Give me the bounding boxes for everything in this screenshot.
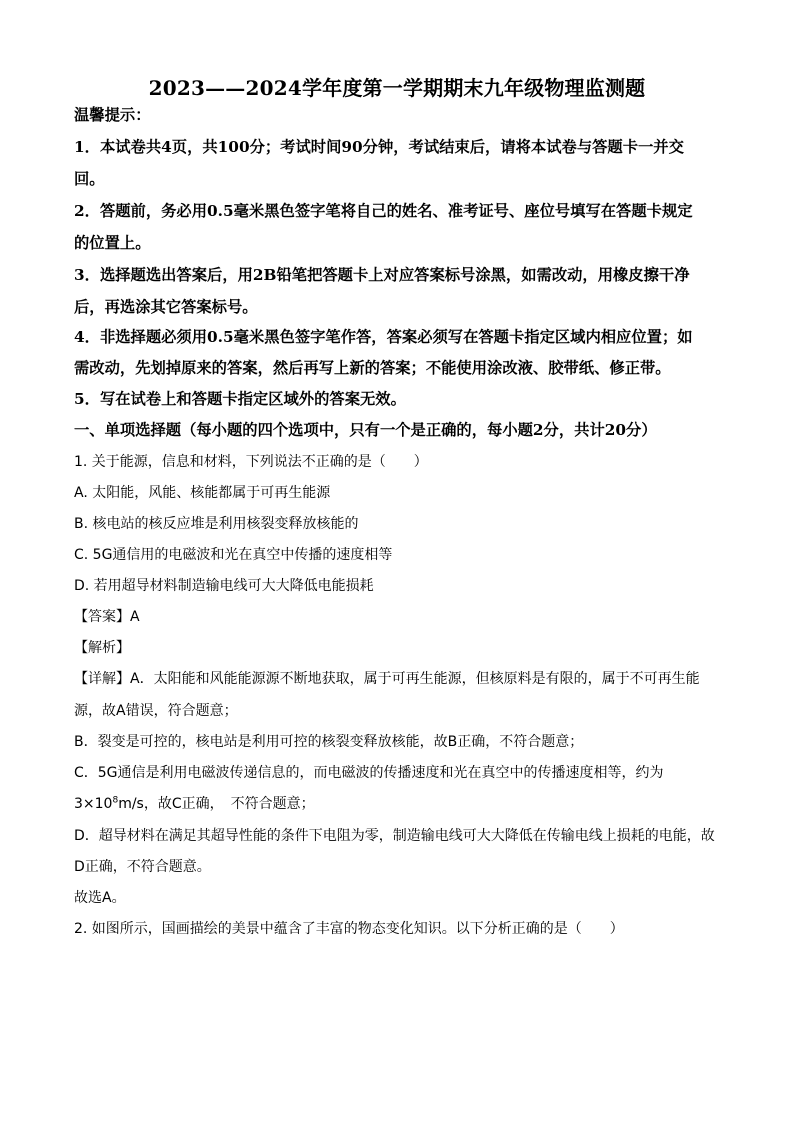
question-1-option-b: B. 核电站的核反应堆是利用核裂变释放核能的 — [74, 516, 359, 532]
question-1-answer: 【答案】A — [74, 609, 140, 625]
question-1-analysis: 【解析】 — [74, 640, 130, 656]
question-1-option-a: A. 太阳能，风能、核能都属于可再生能源 — [74, 485, 331, 501]
tips-heading: 温馨提示： — [74, 106, 151, 124]
question-2-stem: 2. 如图所示，国画描绘的美景中蕴含了丰富的物态变化知识。以下分析正确的是（ ） — [74, 921, 624, 937]
question-1-option-c: C. 5G通信用的电磁波和光在真空中传播的速度相等 — [74, 547, 393, 563]
tip-4-line-1: 4．非选择题必须用0.5毫米黑色签字笔作答，答案必须写在答题卡指定区域内相应位置；如 — [74, 328, 693, 346]
question-1-detail-line-2: 源，故A错误，符合题意； — [74, 703, 238, 719]
speed-of-light-rest: m/s，故C正确， 不符合题意； — [118, 796, 315, 812]
question-1-detail-line-1: 【详解】A．太阳能和风能能源源不断地获取，属于可再生能源，但核原料是有限的，属于不可再生能 — [74, 671, 700, 687]
question-1-conclusion: 故选A。 — [74, 890, 126, 906]
question-1-option-d: D. 若用超导材料制造输电线可大大降低电能损耗 — [74, 578, 374, 594]
tip-3-line-2: 后，再选涂其它答案标号。 — [74, 298, 258, 316]
tip-5: 5．写在试卷上和答题卡指定区域外的答案无效。 — [74, 390, 406, 408]
tip-1-line-2: 回。 — [74, 170, 105, 188]
tip-1-line-1: 1．本试卷共4页，共100分；考试时间90分钟，考试结束后，请将本试卷与答题卡一并交 — [74, 138, 684, 156]
tip-4-line-2: 需改动，先划掉原来的答案，然后再写上新的答案；不能使用涂改液、胶带纸、修正带。 — [74, 359, 671, 377]
tip-2-line-2: 的位置上。 — [74, 234, 151, 252]
section-1-heading: 一、单项选择题（每小题的四个选项中，只有一个是正确的，每小题2分，共计20分） — [74, 421, 657, 439]
tip-2-line-1: 2．答题前，务必用0.5毫米黑色签字笔将自己的姓名、准考证号、座位号填写在答题卡规定 — [74, 202, 693, 220]
speed-of-light-base: 3×10 — [74, 796, 113, 812]
tip-3-line-1: 3．选择题选出答案后，用2B铅笔把答题卡上对应答案标号涂黑，如需改动，用橡皮擦干净 — [74, 266, 690, 284]
question-1-detail-b: B．裂变是可控的，核电站是利用可控的核裂变释放核能，故B正确，不符合题意； — [74, 734, 584, 750]
speed-of-light-exponent: 8 — [112, 795, 119, 806]
question-1-detail-c-line-1: C．5G通信是利用电磁波传递信息的，而电磁波的传播速度和光在真空中的传播速度相等，约为 — [74, 765, 664, 781]
exam-title: 2023——2024学年度第一学期期末九年级物理监测题 — [148, 76, 646, 100]
question-1-detail-c-line-2 — [74, 797, 315, 811]
question-1-detail-d-line-2: D正确，不符合题意。 — [74, 859, 211, 875]
question-1-stem: 1. 关于能源，信息和材料，下列说法不正确的是（ ） — [74, 454, 428, 470]
question-1-detail-d-line-1: D．超导材料在满足其超导性能的条件下电阻为零，制造输电线可大大降低在传输电线上损耗的电能，故 — [74, 828, 715, 844]
